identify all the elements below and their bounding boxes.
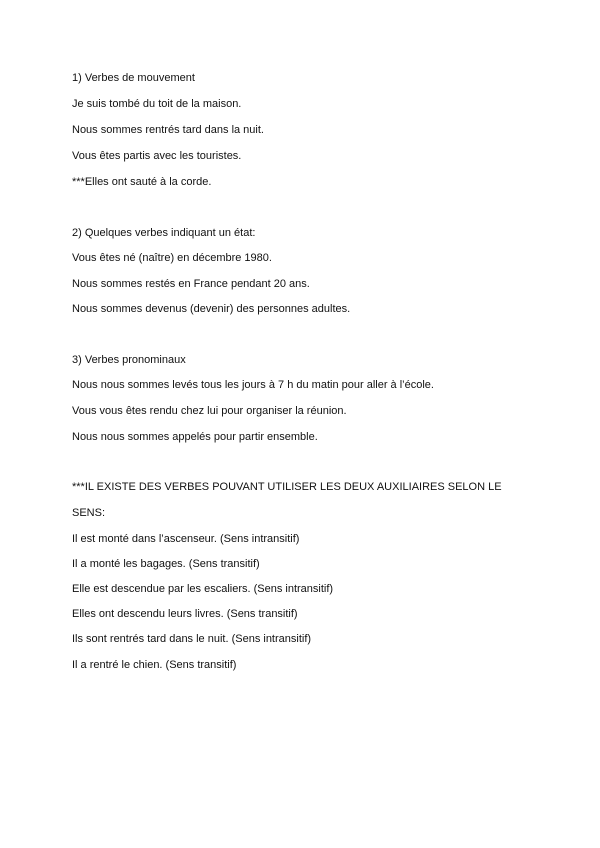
- section-3-line-2: Vous vous êtes rendu chez lui pour organiser la réunion.: [72, 405, 347, 417]
- section-1-line-4: ***Elles ont sauté à la corde.: [72, 176, 212, 188]
- section-1-line-2: Nous sommes rentrés tard dans la nuit.: [72, 124, 264, 136]
- section-4-heading: ***IL EXISTE DES VERBES POUVANT UTILISER LES DEUX AUXILIAIRES SELON LE SENS:: [72, 481, 502, 519]
- section-3-line-1: Nous nous sommes levés tous les jours à 7 h du matin pour aller à l’école.: [72, 379, 434, 391]
- section-4-line-3: Elle est descendue par les escaliers. (Sens intransitif): [72, 583, 334, 595]
- section-1-line-3: Vous êtes partis avec les touristes.: [72, 150, 242, 162]
- section-2-line-3: Nous sommes devenus (devenir) des personnes adultes.: [72, 303, 351, 315]
- section-1-line-1: Je suis tombé du toit de la maison.: [72, 98, 242, 110]
- section-1-heading: 1) Verbes de mouvement: [72, 72, 195, 84]
- section-4-line-4: Elles ont descendu leurs livres. (Sens transitif): [72, 608, 298, 620]
- section-2-line-1: Vous êtes né (naître) en décembre 1980.: [72, 252, 272, 264]
- section-2-heading: 2) Quelques verbes indiquant un état:: [72, 227, 256, 239]
- section-4-line-2: Il a monté les bagages. (Sens transitif): [72, 558, 260, 570]
- section-4-line-1: Il est monté dans l’ascenseur. (Sens intransitif): [72, 533, 300, 545]
- section-2-line-2: Nous sommes restés en France pendant 20 ans.: [72, 278, 310, 290]
- section-4-line-6: Il a rentré le chien. (Sens transitif): [72, 659, 237, 671]
- section-3-line-3: Nous nous sommes appelés pour partir ensemble.: [72, 431, 318, 443]
- section-4-line-5: Ils sont rentrés tard dans le nuit. (Sens intransitif): [72, 633, 312, 645]
- section-3-heading: 3) Verbes pronominaux: [72, 354, 186, 366]
